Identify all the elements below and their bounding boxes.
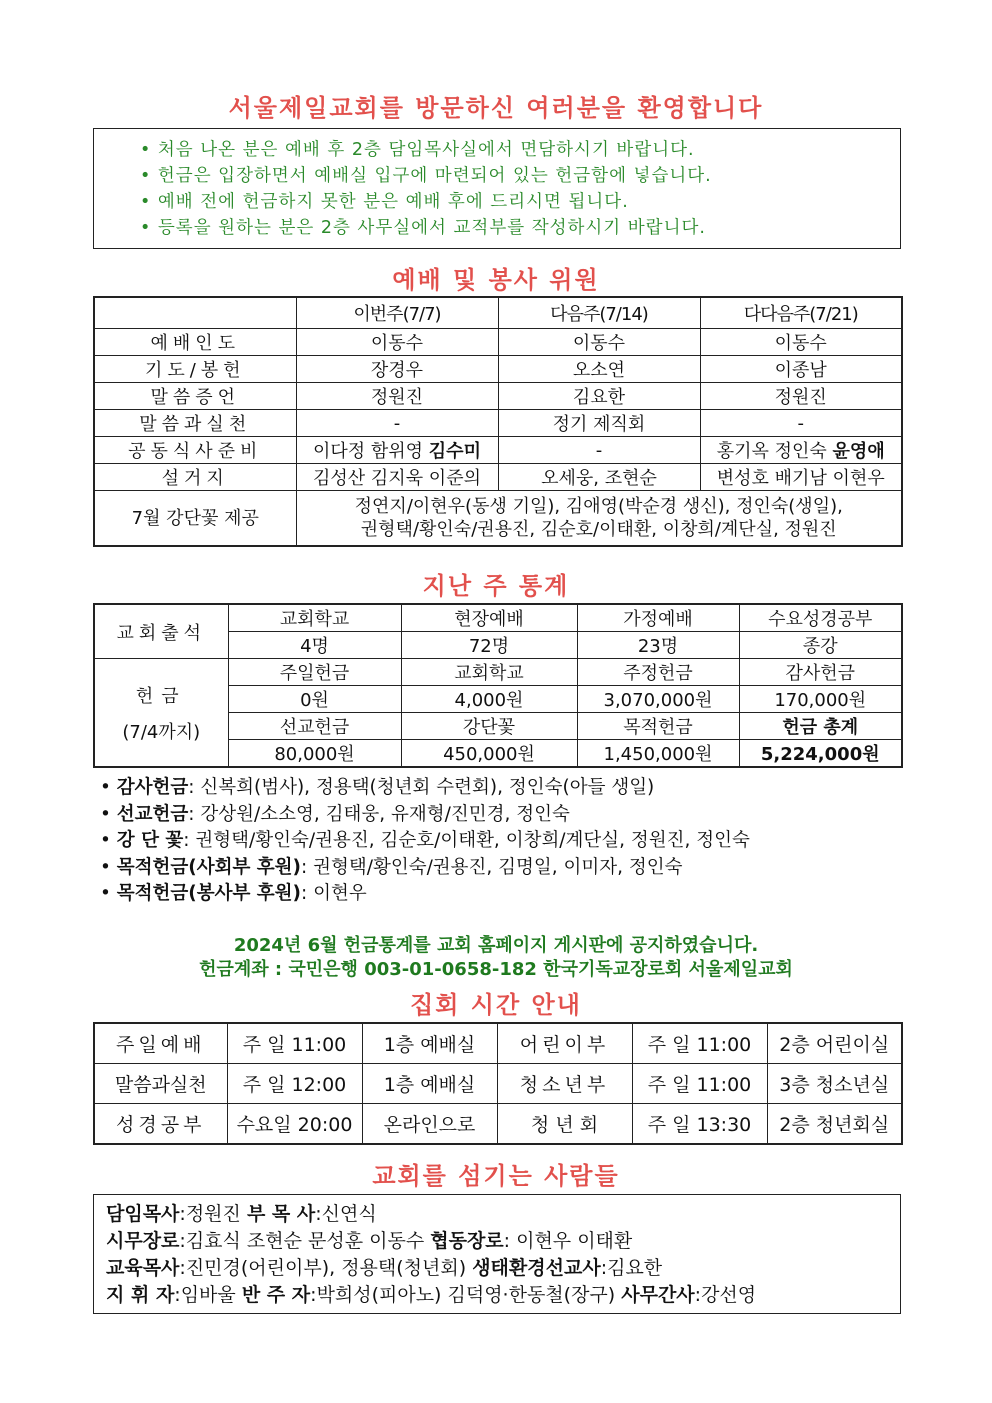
header-cell: 주일헌금 bbox=[228, 659, 401, 686]
table-cell: 정기 제직회 bbox=[498, 410, 700, 437]
staff-role: 부 목 사 bbox=[246, 1203, 316, 1225]
table-row bbox=[94, 437, 902, 464]
table-cell: 3층 청소년실 bbox=[767, 1064, 902, 1104]
table-cell: 청소년부 bbox=[497, 1064, 632, 1104]
table-cell: 170,000원 bbox=[739, 686, 902, 713]
staff-names: :신연식 bbox=[315, 1203, 377, 1225]
table-cell: 1층 예배실 bbox=[362, 1064, 497, 1104]
note-label: 목적헌금(사회부 후원) bbox=[116, 856, 301, 878]
staff-role: 반 주 자 bbox=[241, 1284, 311, 1306]
notice-line: • 예배 전에 헌금하지 못한 분은 예배 후에 드리시면 됩니다. bbox=[140, 189, 900, 215]
cell-names: 홍기옥 정인숙 bbox=[716, 441, 833, 462]
staff-role: 지 휘 자 bbox=[106, 1284, 175, 1306]
table-row bbox=[94, 464, 902, 491]
row-label: 설거지 bbox=[94, 464, 296, 491]
welcome-notice-box bbox=[93, 128, 901, 249]
attendance-label: 교회출석 bbox=[94, 604, 228, 659]
table-row bbox=[94, 1064, 902, 1104]
welcome-title: 서울제일교회를 방문하신 여러분을 환영합니다 bbox=[228, 94, 764, 122]
table-cell: 주일예배 bbox=[94, 1023, 227, 1064]
staff-names: :강선영 bbox=[694, 1284, 757, 1306]
table-cell: 말씀과실천 bbox=[94, 1064, 227, 1104]
staff-box bbox=[93, 1194, 901, 1314]
note-line: • 강 단 꽃: 권형택/황인숙/권용진, 김순호/이태환, 이창희/계단실, 정원진, 정인숙 bbox=[100, 830, 750, 851]
header-cell: 다다음주(7/21) bbox=[700, 297, 902, 329]
note-text: : 권형택/황인숙/권용진, 김명일, 이미자, 정인숙 bbox=[301, 856, 683, 878]
table-row bbox=[94, 410, 902, 437]
note-line: • 선교헌금: 강상원/소소영, 김태웅, 유재형/진민경, 정인숙 bbox=[100, 803, 570, 825]
flowers-cell bbox=[296, 491, 902, 547]
table-cell: 주 일 13:30 bbox=[632, 1104, 767, 1145]
header-cell: 교회학교 bbox=[401, 659, 577, 686]
offering-notes bbox=[100, 775, 920, 908]
staff-names: :김효식 조현순 문성훈 이동수 bbox=[179, 1230, 431, 1252]
staff-role: 사무간사 bbox=[621, 1284, 695, 1306]
table-row bbox=[94, 659, 902, 686]
table-cell: - bbox=[498, 437, 700, 464]
table-cell: 오소연 bbox=[498, 356, 700, 383]
stats-title: 지난 주 통계 bbox=[422, 572, 570, 600]
table-cell bbox=[296, 437, 498, 464]
table-row bbox=[94, 356, 902, 383]
cell-names: 이다정 함위영 bbox=[313, 441, 429, 462]
table-cell: 0원 bbox=[228, 686, 401, 713]
note-line: • 목적헌금(봉사부 후원): 이현우 bbox=[100, 883, 367, 904]
cell-name-emphasis: 김수미 bbox=[428, 441, 481, 462]
flowers-line: 권형택/황인숙/권용진, 김순호/이태환, 이창희/계단실, 정원진 bbox=[360, 519, 837, 540]
table-cell: 23명 bbox=[577, 632, 739, 659]
header-cell: 다음주(7/14) bbox=[498, 297, 700, 329]
offering-period: (7/4까지) bbox=[122, 721, 201, 743]
staff-line bbox=[106, 1228, 900, 1255]
offering-label: 헌금 bbox=[135, 685, 187, 707]
table-cell: 1,450,000원 bbox=[577, 740, 739, 768]
table-cell: 72명 bbox=[401, 632, 577, 659]
table-cell: 이동수 bbox=[296, 329, 498, 356]
header-cell: 수요성경공부 bbox=[739, 604, 902, 632]
table-cell bbox=[700, 437, 902, 464]
cell-list bbox=[313, 441, 481, 462]
table-cell: 1층 예배실 bbox=[362, 1023, 497, 1064]
header-cell: 선교헌금 bbox=[228, 713, 401, 740]
header-cell bbox=[94, 297, 296, 329]
table-cell: 장경우 bbox=[296, 356, 498, 383]
table-row bbox=[94, 1104, 902, 1145]
header-cell: 목적헌금 bbox=[577, 713, 739, 740]
staff-title: 교회를 섬기는 사람들 bbox=[372, 1162, 620, 1190]
staff-role: 교육목사 bbox=[106, 1257, 180, 1279]
table-cell: 주 일 12:00 bbox=[227, 1064, 362, 1104]
note-text: : 신복희(범사), 정용택(청년회 수련회), 정인숙(아들 생일) bbox=[188, 777, 655, 798]
flowers-label: 7월 강단꽃 제공 bbox=[94, 491, 296, 547]
header-cell: 현장예배 bbox=[401, 604, 577, 632]
row-label: 말씀증언 bbox=[94, 383, 296, 410]
offering-label-cell bbox=[94, 659, 228, 768]
row-label: 공동식사준비 bbox=[94, 437, 296, 464]
table-cell: 정원진 bbox=[700, 383, 902, 410]
note-label: 강 단 꽃 bbox=[116, 830, 184, 851]
row-label: 예배인도 bbox=[94, 329, 296, 356]
header-cell: 교회학교 bbox=[228, 604, 401, 632]
table-cell: 2층 청년회실 bbox=[767, 1104, 902, 1145]
header-cell: 감사헌금 bbox=[739, 659, 902, 686]
note-label: 감사헌금 bbox=[116, 777, 189, 798]
note-text: : 권형택/황인숙/권용진, 김순호/이태환, 이창희/계단실, 정원진, 정인숙 bbox=[183, 830, 750, 851]
table-cell: 김성산 김지욱 이준의 bbox=[296, 464, 498, 491]
table-cell: 주 일 11:00 bbox=[632, 1023, 767, 1064]
flowers-line: 정연지/이현우(동생 기일), 김애영(박순경 생신), 정인숙(생일), bbox=[354, 496, 843, 517]
note-text: : 이현우 bbox=[301, 883, 367, 904]
table-row bbox=[94, 491, 902, 547]
note-label: 목적헌금(봉사부 후원) bbox=[116, 883, 301, 904]
table-cell: 정원진 bbox=[296, 383, 498, 410]
note-label: 선교헌금 bbox=[116, 803, 189, 825]
staff-role: 담임목사 bbox=[106, 1203, 180, 1225]
staff-role: 시무장로 bbox=[106, 1230, 180, 1252]
table-cell: 2층 어린이실 bbox=[767, 1023, 902, 1064]
service-title: 예배 및 봉사 위원 bbox=[392, 266, 600, 294]
table-row bbox=[94, 329, 902, 356]
header-cell: 이번주(7/7) bbox=[296, 297, 498, 329]
note-line: • 감사헌금: 신복희(범사), 정용택(청년회 수련회), 정인숙(아들 생일) bbox=[100, 777, 655, 798]
table-cell: 450,000원 bbox=[401, 740, 577, 768]
notice-line: • 처음 나온 분은 예배 후 2층 담임목사실에서 면담하시기 바랍니다. bbox=[140, 137, 900, 163]
staff-line bbox=[106, 1255, 900, 1282]
table-cell: 어린이부 bbox=[497, 1023, 632, 1064]
table-row bbox=[94, 1023, 902, 1064]
meetings-table bbox=[93, 1022, 903, 1145]
table-cell: 4,000원 bbox=[401, 686, 577, 713]
staff-line bbox=[106, 1201, 900, 1228]
meetings-title: 집회 시간 안내 bbox=[410, 991, 582, 1019]
table-cell: 이종남 bbox=[700, 356, 902, 383]
table-cell: 주 일 11:00 bbox=[632, 1064, 767, 1104]
header-cell: 강단꽃 bbox=[401, 713, 577, 740]
staff-names: :임바울 bbox=[174, 1284, 242, 1306]
table-cell: 3,070,000원 bbox=[577, 686, 739, 713]
table-cell: 오세웅, 조현순 bbox=[498, 464, 700, 491]
table-row bbox=[94, 604, 902, 632]
cell-name-emphasis: 윤영애 bbox=[832, 441, 885, 462]
table-cell: 4명 bbox=[228, 632, 401, 659]
staff-names: :진민경(어린이부), 정용택(청년회) bbox=[179, 1257, 473, 1279]
staff-names: :박희성(피아노) 김덕영·한동철(장구) bbox=[310, 1284, 622, 1306]
row-label: 기도/봉헌 bbox=[94, 356, 296, 383]
announce-line-1: 2024년 6월 헌금통계를 교회 홈페이지 게시판에 공지하였습니다. bbox=[233, 935, 759, 956]
staff-role: 생태환경선교사 bbox=[472, 1257, 601, 1279]
note-line: • 목적헌금(사회부 후원): 권형택/황인숙/권용진, 김명일, 이미자, 정인숙 bbox=[100, 856, 683, 878]
table-row bbox=[94, 383, 902, 410]
table-cell: 주 일 11:00 bbox=[227, 1023, 362, 1064]
staff-role: 협동장로 bbox=[430, 1230, 504, 1252]
stats-table bbox=[93, 603, 903, 768]
service-table bbox=[93, 296, 903, 547]
table-cell: 80,000원 bbox=[228, 740, 401, 768]
cell-list bbox=[717, 441, 885, 462]
header-cell: 주정헌금 bbox=[577, 659, 739, 686]
table-cell: 김요한 bbox=[498, 383, 700, 410]
staff-names: : 이현우 이태환 bbox=[503, 1230, 633, 1252]
staff-names: :정원진 bbox=[179, 1203, 247, 1225]
table-cell: 변성호 배기남 이현우 bbox=[700, 464, 902, 491]
table-cell: 이동수 bbox=[700, 329, 902, 356]
note-text: : 강상원/소소영, 김태웅, 유재형/진민경, 정인숙 bbox=[188, 803, 570, 825]
total-value-cell: 5,224,000원 bbox=[739, 740, 902, 768]
table-cell: 성경공부 bbox=[94, 1104, 227, 1145]
staff-line bbox=[106, 1282, 900, 1309]
table-cell: 온라인으로 bbox=[362, 1104, 497, 1145]
notice-line: • 헌금은 입장하면서 예배실 입구에 마련되어 있는 헌금함에 넣습니다. bbox=[140, 163, 900, 189]
header-cell: 가정예배 bbox=[577, 604, 739, 632]
row-label: 말씀과실천 bbox=[94, 410, 296, 437]
table-header-row bbox=[94, 297, 902, 329]
total-header-cell: 헌금 총계 bbox=[739, 713, 902, 740]
announce-line-2: 헌금계좌 : 국민은행 003-01-0658-182 한국기독교장로회 서울제일교회 bbox=[199, 959, 793, 980]
table-cell: 청 년 회 bbox=[497, 1104, 632, 1145]
staff-names: :김요한 bbox=[600, 1257, 663, 1279]
table-cell: - bbox=[700, 410, 902, 437]
table-cell: - bbox=[296, 410, 498, 437]
table-cell: 종강 bbox=[739, 632, 902, 659]
table-cell: 수요일 20:00 bbox=[227, 1104, 362, 1145]
notice-line: • 등록을 원하는 분은 2층 사무실에서 교적부를 작성하시기 바랍니다. bbox=[140, 215, 900, 241]
table-cell: 이동수 bbox=[498, 329, 700, 356]
